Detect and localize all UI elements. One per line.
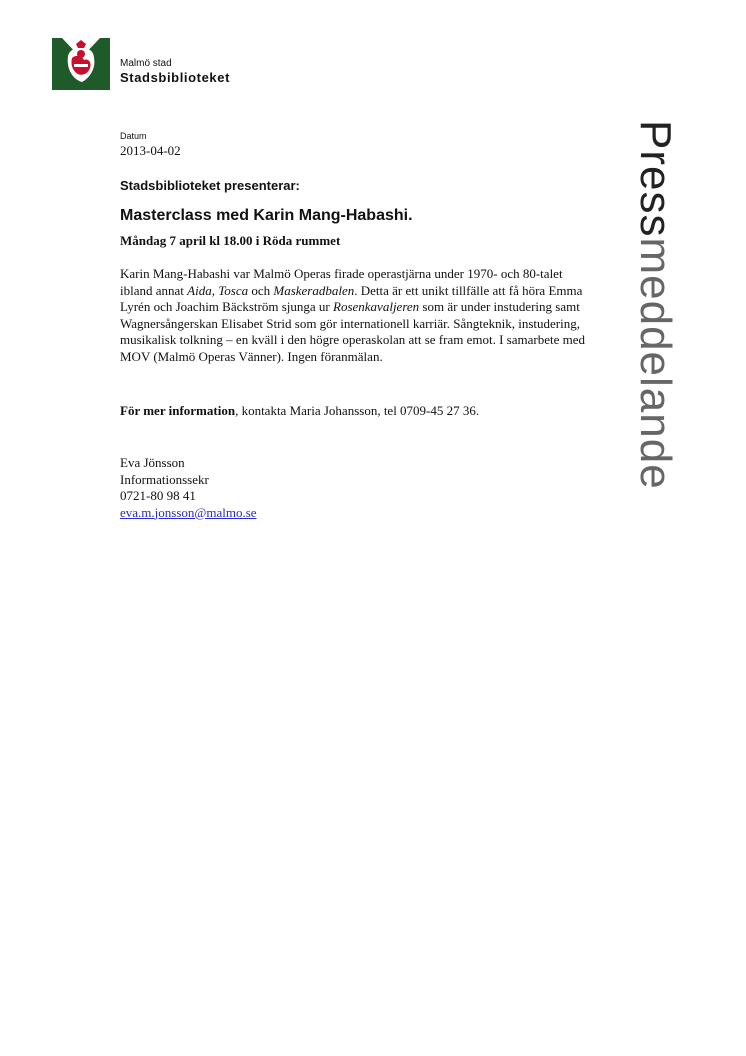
more-info-line: [120, 403, 479, 419]
department-name: Stadsbiblioteket: [120, 70, 231, 85]
opera-title-maskeradbalen: Maskeradbalen: [273, 282, 355, 298]
city-name: Malmö stad: [120, 58, 172, 69]
body-text-3: som är under instudering samt Wagnersångerskan Elisabet Strid som gör internationell karriär. Sångteknik, instudering, musikalisk tolkning – en kväll i den högre operaskolan att se fram emot. I samarbete med MOV (Malmö Operas Vänner). Ingen föranmälan.: [120, 299, 585, 364]
body-text-1: Karin Mang-Habashi var Malmö Operas firade operastjärna under 1970- och 80-talet ibland annat: [120, 266, 563, 298]
press-release-title: Masterclass med Karin Mang-Habashi.: [120, 207, 413, 224]
opera-title-aida: Aida: [187, 282, 212, 298]
sidebar-press: Press: [631, 120, 680, 238]
contact-email-link[interactable]: eva.m.jonsson@malmo.se: [120, 504, 257, 520]
contact-block: [120, 455, 257, 521]
body-text-2: . Detta är ett unikt tillfälle att få höra Emma Lyrén och Joachim Bäckström sjunga ur: [120, 282, 583, 314]
date-label: Datum: [120, 131, 147, 141]
date-value: 2013-04-02: [120, 143, 181, 158]
contact-phone: 0721-80 98 41: [120, 488, 196, 503]
malmo-coat-of-arms-logo: [52, 38, 110, 90]
event-datetime: Måndag 7 april kl 18.00 i Röda rummet: [120, 233, 341, 248]
organization-block: [120, 58, 230, 86]
opera-title-rosenkavaljeren: Rosenkavaljeren: [333, 299, 420, 314]
presents-heading: Stadsbiblioteket presenterar:: [120, 178, 300, 193]
more-info-label: För mer information: [120, 403, 236, 418]
more-info-text: , kontakta Maria Johansson, tel 0709-45 27 36.: [235, 403, 480, 418]
opera-title-tosca: Tosca: [218, 282, 249, 298]
contact-title: Informationssekr: [120, 471, 209, 487]
sidebar-meddelande: meddelande: [631, 237, 680, 490]
pressmeddelande-vertical-text: [630, 120, 680, 490]
body-paragraph: [120, 266, 590, 365]
body-comma: ,: [211, 282, 219, 298]
pressmeddelande-sidebar: [630, 120, 700, 570]
body-och: och: [248, 282, 274, 298]
contact-name: Eva Jönsson: [120, 455, 185, 470]
